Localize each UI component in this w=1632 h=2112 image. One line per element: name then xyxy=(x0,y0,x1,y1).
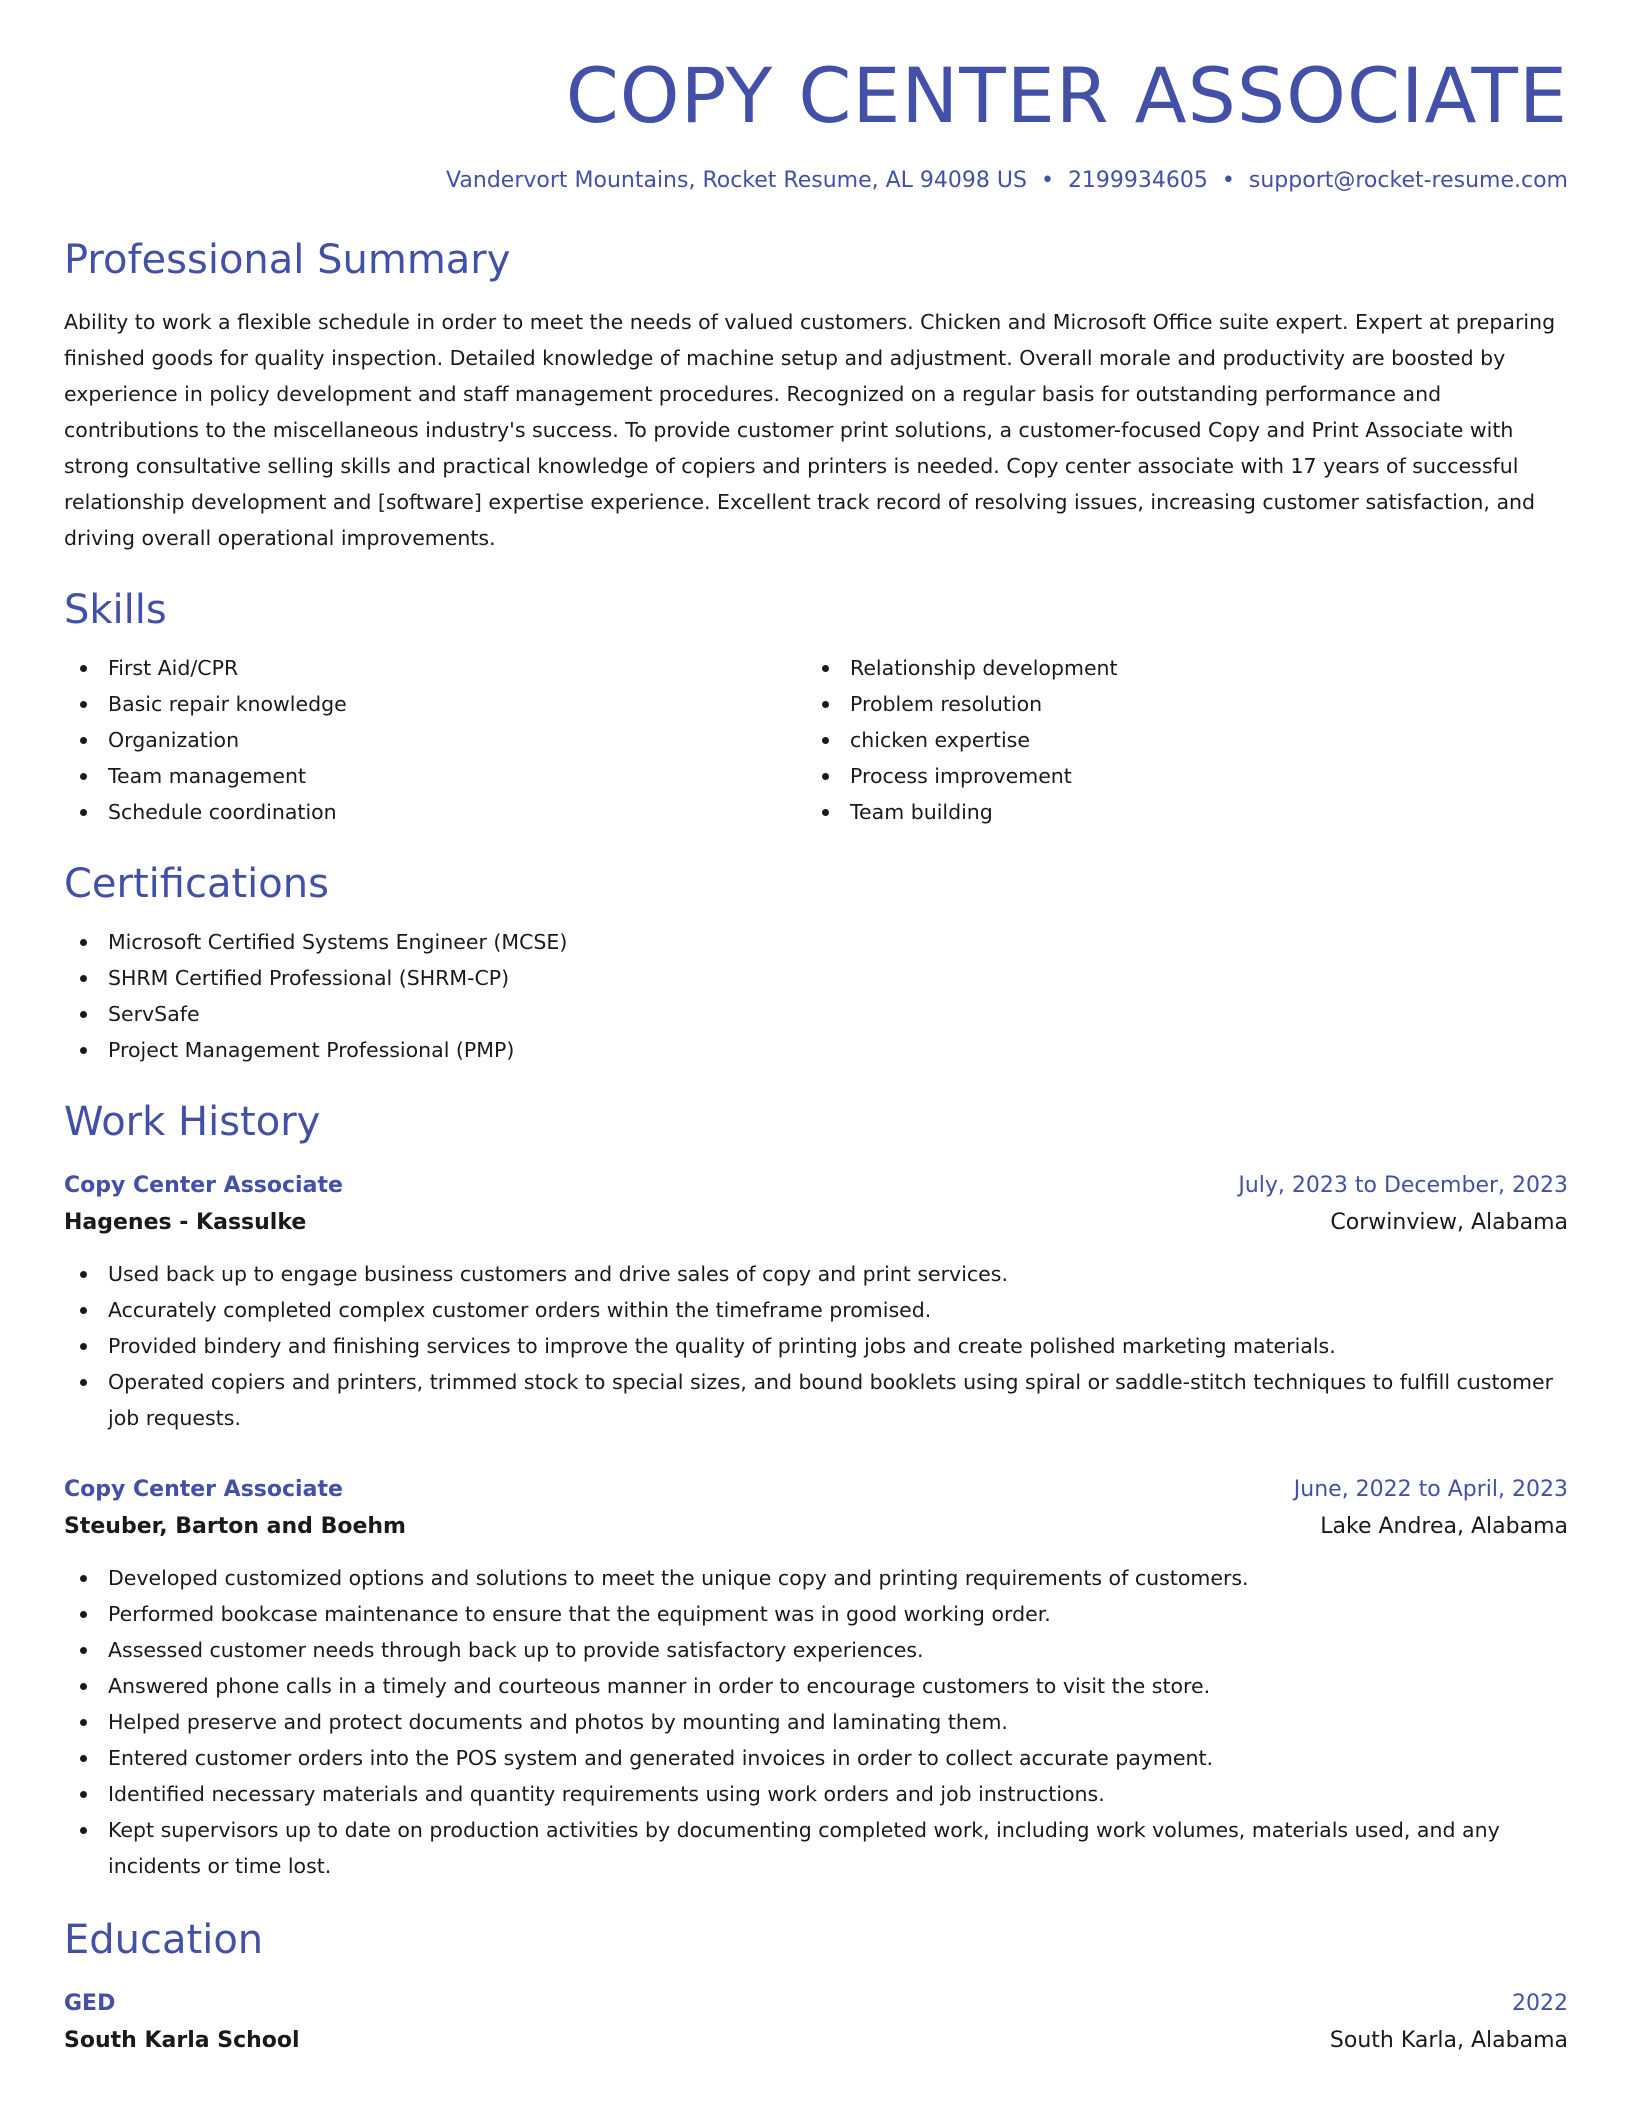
work-history-section xyxy=(64,1098,1568,1884)
job-duty-item: Accurately completed complex customer orders within the timeframe promised. xyxy=(64,1292,1568,1328)
contact-phone[interactable]: 2199934605 xyxy=(1067,168,1208,194)
skill-item: Schedule coordination xyxy=(64,794,806,830)
job-duty-item: Helped preserve and protect documents and photos by mounting and laminating them. xyxy=(64,1704,1568,1740)
job-duty-item: Assessed customer needs through back up to provide satisfactory experiences. xyxy=(64,1632,1568,1668)
job-duty-item: Performed bookcase maintenance to ensure that the equipment was in good working order. xyxy=(64,1596,1568,1632)
job-dates: July, 2023 to December, 2023 xyxy=(1238,1172,1568,1198)
job-entry xyxy=(64,1472,1568,1884)
skill-item: chicken expertise xyxy=(806,722,1548,758)
education-header-row xyxy=(64,1986,1568,2022)
contact-separator: • xyxy=(1221,168,1235,194)
skills-section xyxy=(64,586,1568,830)
skills-list-left xyxy=(64,650,806,830)
skill-item: Process improvement xyxy=(806,758,1548,794)
contact-separator: • xyxy=(1040,168,1054,194)
certifications-list xyxy=(64,924,1568,1068)
job-duty-item: Kept supervisors up to date on production activities by documenting completed work, including work volumes, materials used, and any incidents or time lost. xyxy=(64,1812,1568,1884)
job-duty-item: Operated copiers and printers, trimmed stock to special sizes, and bound booklets using spiral or saddle-stitch techniques to fulfill customer job requests. xyxy=(64,1364,1568,1436)
contact-line xyxy=(64,167,1568,196)
summary-text: Ability to work a flexible schedule in order to meet the needs of valued customers. Chicken and Microsoft Office suite expert. Expert at preparing finished goods for quality inspection. Detailed knowledge of machine setup and adjustment. Overall morale and productivity are boosted by experience in policy development and staff management procedures. Recognized on a regular basis for outstanding performance and contributions to the miscellaneous industry's success. To provide customer print solutions, a customer-focused Copy and Print Associate with strong consultative selling skills and practical knowledge of copiers and printers is needed. Copy center associate with 17 years of successful relationship development and [software] expertise experience. Excellent track record of resolving issues, increasing customer satisfaction, and driving overall operational improvements. xyxy=(64,309,1556,550)
job-duty-item: Identified necessary materials and quantity requirements using work orders and job instructions. xyxy=(64,1776,1568,1812)
education-heading: Education xyxy=(64,1916,264,1963)
job-duty-item: Used back up to engage business customers and drive sales of copy and print services. xyxy=(64,1256,1568,1292)
contact-email[interactable]: support@rocket-resume.com xyxy=(1248,168,1568,194)
certification-item: SHRM Certified Professional (SHRM-CP) xyxy=(64,960,1568,996)
job-company: Hagenes - Kassulke xyxy=(64,1209,307,1235)
job-dates: June, 2022 to April, 2023 xyxy=(1293,1476,1568,1502)
job-role: Copy Center Associate xyxy=(64,1172,343,1198)
job-entry xyxy=(64,1168,1568,1436)
job-duty-item: Developed customized options and solutions to meet the unique copy and printing requirements of customers. xyxy=(64,1560,1568,1596)
job-header-row xyxy=(64,1472,1568,1508)
job-duty-item: Entered customer orders into the POS system and generated invoices in order to collect accurate payment. xyxy=(64,1740,1568,1776)
education-school: South Karla School xyxy=(64,2027,300,2053)
job-location: Lake Andrea, Alabama xyxy=(1320,1513,1568,1539)
contact-address: Vandervort Mountains, Rocket Resume, AL 94098 US xyxy=(446,168,1027,194)
skills-list-right xyxy=(806,650,1548,830)
skills-columns xyxy=(64,650,1568,830)
skill-item: Organization xyxy=(64,722,806,758)
skills-heading: Skills xyxy=(64,586,167,633)
job-company: Steuber, Barton and Boehm xyxy=(64,1513,406,1539)
skill-item: Relationship development xyxy=(806,650,1548,686)
job-location: Corwinview, Alabama xyxy=(1330,1209,1568,1235)
work-history-heading: Work History xyxy=(64,1098,321,1145)
resume-header xyxy=(64,50,1568,196)
education-entry xyxy=(64,1986,1568,2060)
summary-section xyxy=(64,236,1568,556)
skills-column-left xyxy=(64,650,806,830)
education-school-row xyxy=(64,2022,1568,2060)
education-year: 2022 xyxy=(1512,1990,1568,2016)
certifications-section xyxy=(64,860,1568,1068)
job-duty-item: Answered phone calls in a timely and courteous manner in order to encourage customers to visit the store. xyxy=(64,1668,1568,1704)
skill-item: Problem resolution xyxy=(806,686,1548,722)
resume-title: COPY CENTER ASSOCIATE xyxy=(565,51,1568,140)
skills-column-right xyxy=(806,650,1548,830)
certification-item: Microsoft Certified Systems Engineer (MCSE) xyxy=(64,924,1568,960)
certifications-heading: Certifications xyxy=(64,860,329,907)
job-duties-list xyxy=(64,1256,1568,1436)
skill-item: Basic repair knowledge xyxy=(64,686,806,722)
job-role: Copy Center Associate xyxy=(64,1476,343,1502)
summary-heading: Professional Summary xyxy=(64,236,511,283)
job-duty-item: Provided bindery and finishing services to improve the quality of printing jobs and create polished marketing materials. xyxy=(64,1328,1568,1364)
skill-item: First Aid/CPR xyxy=(64,650,806,686)
job-header-row xyxy=(64,1168,1568,1204)
skill-item: Team management xyxy=(64,758,806,794)
job-company-row xyxy=(64,1508,1568,1546)
education-degree: GED xyxy=(64,1990,116,2016)
skill-item: Team building xyxy=(806,794,1548,830)
education-location: South Karla, Alabama xyxy=(1329,2027,1568,2053)
certification-item: ServSafe xyxy=(64,996,1568,1032)
job-duties-list xyxy=(64,1560,1568,1884)
education-section xyxy=(64,1916,1568,2060)
certification-item: Project Management Professional (PMP) xyxy=(64,1032,1568,1068)
job-company-row xyxy=(64,1204,1568,1242)
